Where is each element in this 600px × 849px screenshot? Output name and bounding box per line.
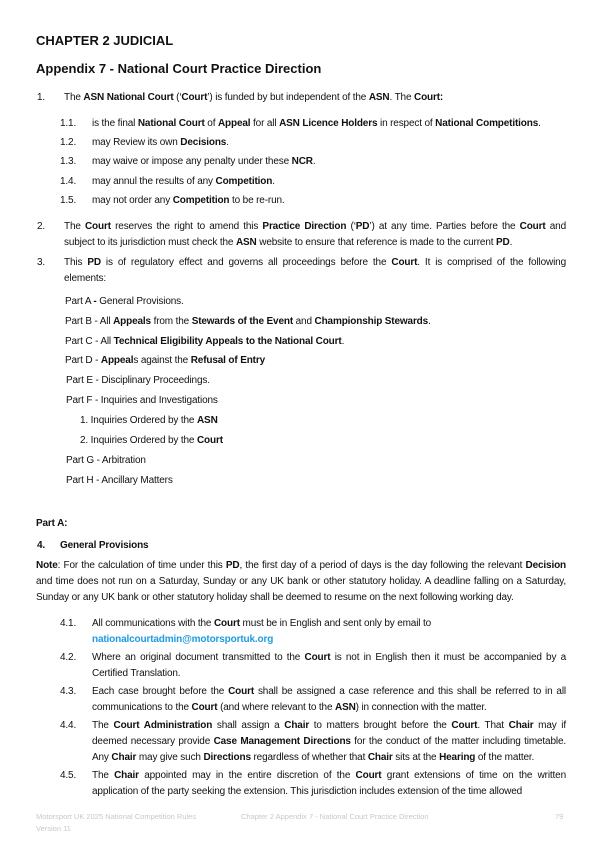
text-run: . [341, 336, 345, 347]
text-run: of [204, 118, 218, 129]
text-run: may not order any [92, 195, 173, 206]
text-run: sits at the [392, 752, 440, 763]
text-run: Part G - Arbitration [66, 455, 146, 466]
part-subitem [80, 433, 223, 449]
subitem-number: 1.2. [60, 137, 77, 148]
bold-term: Chair [367, 752, 393, 763]
text-run: for the conduct of the matter including timetable. Any [92, 736, 566, 763]
bold-term: Court: [414, 92, 444, 103]
text-run: This [64, 257, 88, 268]
text-run: Part E - Disciplinary Proceedings. [66, 375, 210, 386]
bold-term: Appeal [100, 355, 134, 366]
part-item [65, 353, 265, 369]
subitem-number: 1.3. [60, 156, 77, 167]
subitem-number: 4.5. [60, 770, 77, 781]
bold-term: Court [191, 702, 218, 713]
text-run: Part D - [65, 355, 101, 366]
section-title: General Provisions [60, 540, 149, 551]
footer-version: Version 11 [36, 824, 71, 833]
subitem-number: 1.4. [60, 176, 77, 187]
note-paragraph [36, 558, 566, 606]
text-run: is not in English then it must be accompanied by a Certified Translation. [92, 652, 566, 679]
part-item [65, 314, 431, 330]
bold-term: Court [391, 257, 418, 268]
text-run: . [428, 316, 431, 327]
bold-term: National Court [137, 118, 205, 129]
text-run: Part H - Ancillary Matters [66, 475, 173, 486]
subitem-text [92, 116, 566, 132]
section-number: 4. [37, 540, 46, 551]
bold-term: PD [225, 560, 240, 571]
bold-term: ASN [368, 92, 390, 103]
text-run: may if deemed necessary provide [92, 720, 566, 747]
text-run: may waive or impose any penalty under these [92, 156, 292, 167]
subitem-number: 1.5. [60, 195, 77, 206]
chapter-title: CHAPTER 2 JUDICIAL [36, 33, 174, 48]
item-text [64, 255, 566, 287]
bold-term: ASN [196, 415, 218, 426]
text-run: . [226, 137, 229, 148]
bold-term: PD [87, 257, 101, 268]
item-text [64, 90, 566, 106]
bold-term: Court Administration [113, 720, 213, 731]
text-run: . [509, 237, 513, 248]
subitem-number: 4.2. [60, 652, 77, 663]
bold-term: - [93, 296, 97, 307]
text-run: and subject to its jurisdiction must check the [64, 221, 566, 248]
part-a-label: Part A: [36, 518, 68, 529]
footer-rules-title: Motorsport UK 2025 National Competition Rules [36, 812, 197, 821]
bold-term: PD [496, 237, 510, 248]
text-run: (and where relevant to the [217, 702, 335, 713]
text-run: to matters brought before the [309, 720, 452, 731]
text-run: in respect of [377, 118, 436, 129]
text-run: (‘ [346, 221, 356, 232]
bold-term: Note [36, 560, 58, 571]
text-run: Part C - All [65, 336, 114, 347]
bold-term: Practice Direction [262, 221, 347, 232]
text-run: grant extensions of time on the written application of the party seeking the extension. This jurisdiction includes extension of the time allowed [92, 770, 566, 797]
text-run: shall be assigned a case reference and this shall be referred to in all communications to the [92, 686, 566, 713]
bold-term: Court [519, 221, 546, 232]
text-run: Part F - Inquiries and Investigations [66, 395, 218, 406]
text-run: All communications with the [92, 618, 214, 629]
subitem-text [92, 135, 566, 151]
subitem-text [92, 684, 566, 716]
text-run: may give such [136, 752, 204, 763]
bold-term: Chair [111, 752, 137, 763]
text-run: must be in English and sent only by email to [239, 618, 432, 629]
bold-term: ASN [235, 237, 257, 248]
subitem-text [92, 650, 566, 682]
text-run: The [64, 92, 84, 103]
text-run: shall assign a [212, 720, 285, 731]
bold-term: Court [196, 435, 223, 446]
text-run: s against the [133, 355, 191, 366]
subitem-text [92, 193, 566, 209]
bold-term: Court [304, 652, 331, 663]
subitem-text [92, 718, 566, 766]
text-run: . The [389, 92, 414, 103]
item-number: 1. [37, 92, 46, 103]
bold-term: Directions [203, 752, 251, 763]
text-run: . [312, 156, 316, 167]
text-run: and time does not run on a Saturday, Sunday or any UK bank or other statutory holiday. A deadline falling on a Saturday, Sunday or any UK bank or other statutory holiday shall be deemed to resume on the next following working day. [36, 576, 566, 603]
text-run: may annul the results of any [92, 176, 216, 187]
text-run: reserves the right to amend this [110, 221, 263, 232]
text-run: for all [250, 118, 280, 129]
bold-term: ASN National Court [83, 92, 174, 103]
bold-term: ASN [335, 702, 356, 713]
text-run: (‘ [173, 92, 182, 103]
appendix-title: Appendix 7 - National Court Practice Direction [36, 61, 322, 76]
text-run: Part A [65, 296, 94, 307]
bold-term: Stewards of the Event [191, 316, 294, 327]
text-run: may Review its own [92, 137, 181, 148]
text-run: Where an original document transmitted to the [92, 652, 305, 663]
item-text [64, 219, 566, 251]
subitem-number: 4.3. [60, 686, 77, 697]
text-run: regardless of whether that [250, 752, 368, 763]
text-run: from the [150, 316, 192, 327]
text-run: to be re-run. [229, 195, 285, 206]
bold-term: Court [355, 770, 382, 781]
bold-term: Technical Eligibility Appeals to the National Court [113, 336, 342, 347]
text-run: : For the calculation of time under this [57, 560, 226, 571]
text-run: of the matter. [475, 752, 535, 763]
text-run: . That [477, 720, 509, 731]
subitem-number: 4.4. [60, 720, 77, 731]
bold-term: Court [228, 686, 255, 697]
part-item [66, 373, 210, 389]
bold-term: Refusal of Entry [190, 355, 266, 366]
subitem-text [92, 616, 566, 648]
bold-term: Appeals [113, 316, 151, 327]
text-run: website to ensure that reference is made to the current [256, 237, 497, 248]
bold-term: Competition [215, 176, 273, 187]
subitem-number: 4.1. [60, 618, 77, 629]
bold-term: Court [84, 221, 111, 232]
item-number: 3. [37, 257, 46, 268]
bold-term: Appeal [217, 118, 251, 129]
bold-term: Chair [114, 770, 139, 781]
bold-term: ASN Licence Holders [279, 118, 378, 129]
bold-term: Court [451, 720, 478, 731]
text-run: 2. Inquiries Ordered by the [80, 435, 197, 446]
bold-term: Chair [508, 720, 534, 731]
text-run: , the first day of a period of days is the day following the relevant [239, 560, 526, 571]
text-run: The [64, 221, 85, 232]
subitem-number: 1.1. [60, 118, 77, 129]
subitem-text [92, 174, 566, 190]
bold-term: Court [213, 618, 240, 629]
bold-term: Case Management Directions [213, 736, 351, 747]
text-run: . It is comprised of the following elements: [64, 257, 566, 284]
text-run: General Provisions. [96, 296, 184, 307]
subitem-text [92, 154, 566, 170]
text-run: is the final [92, 118, 138, 129]
part-item [65, 294, 184, 310]
text-run: . [272, 176, 275, 187]
text-run: ) in connection with the matter. [355, 702, 487, 713]
subitem-text [92, 768, 566, 800]
bold-term: Championship Stewards [314, 316, 429, 327]
text-run: The [92, 720, 114, 731]
text-run: appointed may in the entire discretion of the [138, 770, 356, 781]
bold-term: Decision [525, 560, 566, 571]
part-item [66, 473, 173, 489]
page-number: 79 [555, 812, 564, 821]
text-run: 1. Inquiries Ordered by the [80, 415, 197, 426]
bold-term: Competition [172, 195, 230, 206]
footer-section: Chapter 2 Appendix 7 - National Court Practice Direction [241, 812, 429, 821]
bold-term: NCR [291, 156, 313, 167]
bold-term: National Competitions [435, 118, 539, 129]
bold-term: Hearing [439, 752, 476, 763]
part-subitem [80, 413, 218, 429]
email-link[interactable]: nationalcourtadmin@motorsportuk.org [92, 634, 274, 645]
subitem-text-body [92, 618, 431, 629]
text-run: . [538, 118, 541, 129]
part-item [65, 334, 344, 350]
bold-term: PD [355, 221, 370, 232]
part-item [66, 453, 146, 469]
part-item [66, 393, 218, 409]
text-run: and [293, 316, 315, 327]
text-run: is of regulatory effect and governs all proceedings before the [100, 257, 392, 268]
text-run: ’) at any time. Parties before the [369, 221, 520, 232]
text-run: The [92, 770, 115, 781]
item-number: 2. [37, 221, 46, 232]
bold-term: Chair [284, 720, 310, 731]
text-run: Each case brought before the [92, 686, 229, 697]
text-run: ’) is funded by but independent of the [207, 92, 369, 103]
bold-term: Court [181, 92, 208, 103]
bold-term: Decisions [180, 137, 227, 148]
text-run: Part B - All [65, 316, 114, 327]
